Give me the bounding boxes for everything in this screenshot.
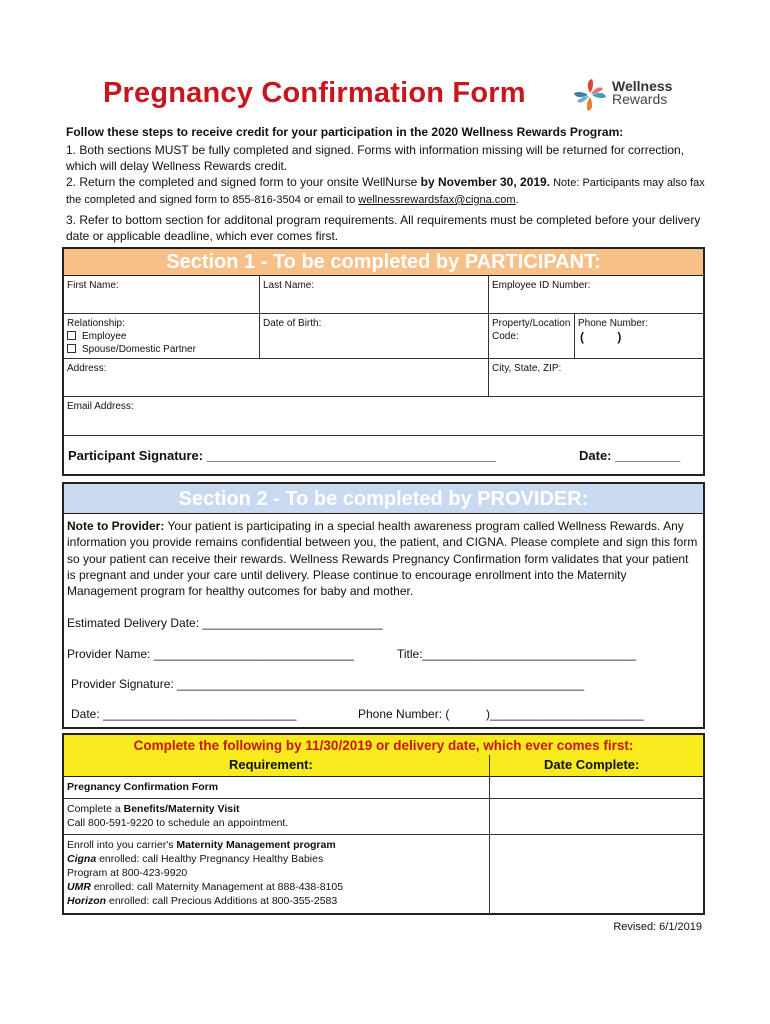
provider-date-field[interactable]: Date: _____________________________ xyxy=(71,707,297,721)
email-address-field[interactable]: Email Address: xyxy=(64,397,703,436)
section-participant xyxy=(62,247,705,476)
logo-wordmark: Wellness Rewards xyxy=(612,78,673,107)
relationship-option-employee[interactable]: Employee xyxy=(67,330,256,343)
fax-email-link[interactable]: wellnessrewardsfax@cigna.com xyxy=(358,194,516,206)
requirement-row: Enroll into you carrier's Maternity Management program Cigna enrolled: call Healthy Pregnancy Healthy Babies Program at 800-423-9920 UMR enrolled: call Maternity Management at 888-438-8105 Horizon enrolled: call Precious Additions at 800-355-2583 xyxy=(67,839,344,907)
last-name-field[interactable]: Last Name: xyxy=(260,276,489,314)
instructions-step-1: 1. Both sections MUST be fully completed and signed. Forms with information missing will be returned for correction, which will delay Wellness Rewards credit. xyxy=(66,143,685,173)
employee-id-field[interactable]: Employee ID Number: xyxy=(489,276,703,314)
instructions-step-2: 2. Return the completed and signed form to your onsite WellNurse by November 30, 2019. Note: Participants may also fax the completed and signed form to 855-816-3504 or email to wellnessrewardsfax@cigna.com. xyxy=(66,175,705,206)
section-provider xyxy=(62,482,705,729)
instructions-step-3: 3. Refer to bottom section for additonal program requirements. All requirements must be completed before your delivery date or applicable deadline, which ever comes first. xyxy=(66,213,701,243)
relationship-option-spouse[interactable]: Spouse/Domestic Partner xyxy=(67,343,256,356)
provider-note: Note to Provider: Your patient is participating in a special health awareness program called Wellness Rewards. Any information you provide remains confidential between you, the patient, and CIGNA. Please complete and sign this form so your patient can receive their rewards. Wellness Rewards Pregnancy Confirmation form validates that your patient is pregnant and under your care until delivery. Please continue to encourage enrollment into the Maternity Management program for healthy outcomes for baby and mother. xyxy=(67,519,698,599)
city-state-zip-field[interactable]: City, State, ZIP: xyxy=(489,359,703,397)
spouse-checkbox[interactable] xyxy=(67,344,76,353)
revision-date: Revised: 6/1/2019 xyxy=(613,921,702,933)
requirement-column-header: Requirement: xyxy=(229,757,313,772)
requirement-row: Pregnancy Confirmation Form xyxy=(64,777,703,799)
page-title: Pregnancy Confirmation Form xyxy=(103,77,526,109)
section-provider-header: Section 2 - To be completed by PROVIDER: xyxy=(64,484,703,514)
section-participant-header: Section 1 - To be completed by PARTICIPANT: xyxy=(64,249,703,276)
estimated-delivery-date-field[interactable]: Estimated Delivery Date: ___________________________ xyxy=(67,616,383,630)
provider-title-field[interactable]: Title:________________________________ xyxy=(397,647,637,661)
provider-phone-field[interactable]: Phone Number: ( )_______________________ xyxy=(358,707,644,721)
instructions xyxy=(66,124,706,244)
participant-signature-line[interactable]: Participant Signature: ________________________________________ xyxy=(68,448,496,463)
provider-signature-field[interactable]: Provider Signature: _____________________________________________________________ xyxy=(71,677,585,691)
instructions-lead: Follow these steps to receive credit for your participation in the 2020 Wellness Rewards Program: xyxy=(66,125,624,139)
section-requirements xyxy=(62,733,705,915)
date-of-birth-field[interactable]: Date of Birth: xyxy=(260,314,489,359)
property-location-code-field[interactable]: Property/Location Code: xyxy=(489,314,575,359)
first-name-field[interactable]: First Name: xyxy=(64,276,260,314)
address-field[interactable]: Address: xyxy=(64,359,489,397)
provider-name-field[interactable]: Provider Name: ______________________________ xyxy=(67,647,354,661)
employee-checkbox[interactable] xyxy=(67,331,76,340)
requirement-row: Complete a Benefits/Maternity Visit Call 800-591-9220 to schedule an appointment. xyxy=(64,799,703,835)
section-requirements-header xyxy=(64,735,703,777)
relationship-field: Relationship: Employee Spouse/Domestic Partner xyxy=(64,314,260,359)
phone-number-field[interactable]: Phone Number: ( ) xyxy=(575,314,703,359)
requirements-title: Complete the following by 11/30/2019 or delivery date, which ever comes first: xyxy=(133,738,634,753)
participant-date-line[interactable]: Date: _________ xyxy=(579,448,681,463)
date-complete-column-header: Date Complete: xyxy=(544,757,640,772)
